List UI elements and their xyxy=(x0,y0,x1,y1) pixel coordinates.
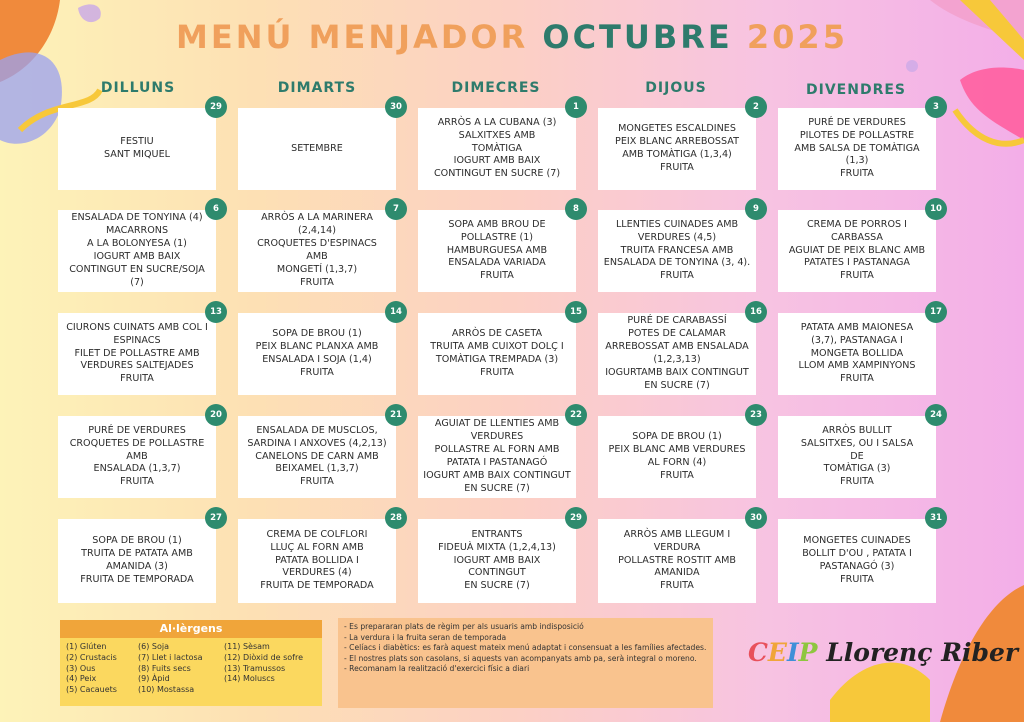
note-item: - Celíacs i diabètics: es farà aquest mateix menú adaptat i consensuat a les famílies afectades. xyxy=(344,643,707,653)
menu-line: IOGURT AMB BAIX xyxy=(453,155,541,167)
menu-day-cell xyxy=(778,210,936,292)
note-item: - Es prepararan plats de règim per als usuaris amb indisposició xyxy=(344,622,584,631)
allergens-col-2 xyxy=(138,642,203,696)
notes-box xyxy=(338,618,713,708)
menu-line: FRUITA xyxy=(840,270,874,282)
day-number-badge: 23 xyxy=(745,404,767,426)
menu-line: DE xyxy=(850,450,864,462)
menu-line: VERDURA xyxy=(653,541,701,553)
school-letter: n xyxy=(899,638,918,667)
menu-line: PURÉ DE CARABASSÍ xyxy=(627,315,727,327)
menu-line: FRUITA xyxy=(120,373,154,385)
menu-day-cell xyxy=(238,210,396,292)
allergen-item: (3) Ous xyxy=(66,663,96,673)
menu-line: SANT MIQUEL xyxy=(103,149,170,160)
day-number-badge: 28 xyxy=(385,507,407,529)
menu-day-cell xyxy=(58,313,216,395)
menu-line: (1,2,3,13) xyxy=(653,354,701,365)
day-number-badge: 27 xyxy=(205,507,227,529)
day-number-badge: 30 xyxy=(745,507,767,529)
menu-line: AMANIDA (3) xyxy=(106,561,168,572)
school-letter: r xyxy=(869,638,884,667)
day-number-badge: 30 xyxy=(385,96,407,118)
menu-line: POLLASTRE ROSTIT AMB xyxy=(618,554,736,566)
allergen-item: (4) Peix xyxy=(66,674,97,684)
menu-line: MACARRONS xyxy=(105,225,169,237)
menu-line: AMB TOMÀTIGA (1,3,4) xyxy=(622,149,732,160)
menu-line: MONGETES ESCALDINES xyxy=(618,123,736,135)
menu-day-cell xyxy=(418,108,576,190)
menu-line: CREMA DE COLFLORI xyxy=(266,528,368,540)
day-number-badge: 3 xyxy=(925,96,947,118)
allergen-item: (2) Crustacis xyxy=(66,652,117,662)
menu-line: CROQUETES D'ESPINACS xyxy=(257,238,377,250)
day-number-badge: 7 xyxy=(385,198,407,220)
menu-line: AMB xyxy=(126,450,148,462)
day-number-badge: 22 xyxy=(565,404,587,426)
day-header-thursday: DIJOUS xyxy=(645,80,707,96)
menu-line: IOGURT AMB BAIX xyxy=(453,554,541,566)
menu-line: AMB xyxy=(306,251,328,262)
day-number-badge: 20 xyxy=(205,404,227,426)
menu-line: PASTANAGÓ (3) xyxy=(819,561,895,572)
menu-day-cell xyxy=(598,210,756,292)
menu-line: FRUITA xyxy=(660,270,694,282)
menu-line: FIDEUÀ MIXTA (1,2,4,13) xyxy=(438,541,556,553)
menu-line: POLLASTRE AL FORN AMB xyxy=(434,444,560,456)
menu-line: SALSITXES, OU I SALSA xyxy=(800,437,914,449)
menu-line: TRUITA DE PATATA AMB xyxy=(81,548,193,560)
day-number-badge: 6 xyxy=(205,198,227,220)
menu-line: SOPA DE BROU (1) xyxy=(92,535,182,547)
menu-line: ARRÒS A LA CUBANA (3) xyxy=(437,116,557,128)
menu-day-cell xyxy=(58,416,216,498)
menu-line: MONGETÍ (1,3,7) xyxy=(276,263,358,275)
menu-line: BEIXAMEL (1,3,7) xyxy=(275,463,359,475)
menu-line: SETEMBRE xyxy=(291,142,343,154)
allergen-item: (13) Tramussos xyxy=(224,663,286,673)
allergen-item: (6) Soja xyxy=(138,642,169,651)
menu-line: (7) xyxy=(130,276,144,288)
day-number-badge: 14 xyxy=(385,301,407,323)
menu-day-cell xyxy=(778,416,936,498)
day-number-badge: 29 xyxy=(565,507,587,529)
school-letter: e xyxy=(988,638,1005,667)
school-letter: E xyxy=(767,638,787,667)
menu-day-cell xyxy=(238,313,396,395)
menu-line: CREMA DE PORROS I xyxy=(806,218,907,230)
allergen-item: (7) Llet i lactosa xyxy=(138,652,203,662)
school-letter: ç xyxy=(917,638,933,667)
school-letter: P xyxy=(798,638,818,667)
menu-line: POTES DE CALAMAR xyxy=(628,328,726,340)
menu-line: CONTINGUT xyxy=(468,567,526,579)
title-month: OCTUBRE xyxy=(542,18,733,56)
allergen-item: (9) Àpid xyxy=(138,674,170,684)
menu-day-cell xyxy=(418,210,576,292)
menu-line: CARBASSA xyxy=(831,231,883,243)
menu-line: ENSALADA DE MUSCLOS, xyxy=(256,424,378,436)
menu-line: FRUITA xyxy=(120,476,154,488)
school-letter: R xyxy=(941,638,962,667)
day-header-monday: DILLUNS xyxy=(100,80,176,96)
menu-line: TOMÀTIGA xyxy=(471,142,523,154)
menu-day-cell xyxy=(58,108,216,190)
menu-line: EN SUCRE (7) xyxy=(464,482,530,494)
menu-day-cell xyxy=(58,210,216,292)
allergen-item: (12) Diòxid de sofre xyxy=(224,652,304,662)
menu-line: SARDINA I ANXOVES (4,2,13) xyxy=(247,437,387,449)
menu-line: ENSALADA VARIADA xyxy=(448,257,546,269)
school-letter: b xyxy=(971,638,989,667)
menu-line: FILET DE POLLASTRE AMB xyxy=(74,347,200,359)
menu-line: SOPA DE BROU (1) xyxy=(632,431,722,443)
school-letter xyxy=(932,638,941,667)
allergen-item: (8) Fuits secs xyxy=(138,663,191,673)
menu-day-cell xyxy=(58,519,216,603)
menu-line: SALXITXES AMB xyxy=(458,129,536,141)
menu-line: CONTINGUT EN SUCRE/SOJA xyxy=(69,263,205,275)
menu-line: AMANIDA xyxy=(654,567,700,579)
note-item: - El nostres plats son casolans, si aquests van acompanyats amb pa, serà integral o moreno. xyxy=(344,653,697,663)
menu-line: A LA BOLONYESA (1) xyxy=(87,238,187,250)
menu-line: ESPINACS xyxy=(113,334,161,346)
allergens-title: Al·lèrgens xyxy=(60,620,322,638)
menu-line: FRUITA xyxy=(840,168,874,180)
day-number-badge: 15 xyxy=(565,301,587,323)
menu-line: FRUITA DE TEMPORADA xyxy=(260,580,374,592)
menu-line: FRUITA xyxy=(660,161,694,173)
menu-line: PATATA BOLLIDA I xyxy=(275,554,359,566)
day-number-badge: 24 xyxy=(925,404,947,426)
menu-line: FRUITA xyxy=(840,373,874,385)
menu-line: AGUIAT DE PEIX BLANC AMB xyxy=(788,244,926,256)
menu-line: ENSALADA DE TONYINA (4) xyxy=(71,212,203,224)
day-number-badge: 29 xyxy=(205,96,227,118)
menu-line: LLENTIES CUINADES AMB xyxy=(615,218,739,230)
menu-day-cell xyxy=(238,108,396,190)
menu-line: PEIX BLANC AMB VERDURES xyxy=(608,444,746,456)
menu-line: FRUITA xyxy=(480,270,514,282)
menu-line: LLOM AMB XAMPINYONS xyxy=(798,360,916,372)
menu-day-cell xyxy=(238,416,396,498)
menu-day-cell xyxy=(598,519,756,603)
menu-line: FRUITA xyxy=(660,580,694,592)
day-header-wednesday: DIMECRES xyxy=(451,80,541,96)
menu-line: PILOTES DE POLLASTRE xyxy=(799,129,915,141)
menu-line: FRUITA xyxy=(840,573,874,585)
menu-line: PURÉ DE VERDURES xyxy=(808,116,906,128)
allergens-col-3 xyxy=(224,642,303,685)
menu-line: TRUITA FRANCESA AMB xyxy=(620,244,734,256)
menu-line: CONTINGUT EN SUCRE (7) xyxy=(433,168,561,180)
menu-line: PEIX BLANC ARREBOSSAT xyxy=(615,136,739,148)
menu-line: EN SUCRE (7) xyxy=(644,379,710,391)
menu-line: IOGURT AMB BAIX xyxy=(93,251,181,262)
menu-line: AGUIAT DE LLENTIES AMB xyxy=(434,418,560,430)
school-letter: L xyxy=(826,638,844,667)
note-item: - Recomanam la realització d'exercici físic a diari xyxy=(344,664,530,674)
menu-line: EN SUCRE (7) xyxy=(464,580,530,592)
menu-line: FRUITA xyxy=(840,476,874,488)
menu-line: ARRÒS AMB LLEGUM I xyxy=(623,528,731,540)
menu-line: SOPA AMB BROU DE xyxy=(448,218,546,230)
menu-line: TOMÀTIGA TREMPADA (3) xyxy=(435,354,559,365)
allergen-item: (10) Mostassa xyxy=(138,685,195,695)
menu-day-cell xyxy=(778,519,936,603)
menu-line: FRUITA xyxy=(300,366,334,378)
menu-line: (1,3) xyxy=(845,155,869,167)
menu-line: AMB SALSA DE TOMÀTIGA xyxy=(794,142,920,154)
menu-line: FRUITA xyxy=(480,366,514,378)
menu-line: FRUITA xyxy=(660,469,694,481)
menu-line: PATATES I PASTANAGA xyxy=(804,257,910,269)
menu-day-cell xyxy=(238,519,396,603)
school-logo-text xyxy=(748,638,1018,667)
menu-line: BOLLIT D'OU , PATATA I xyxy=(802,548,912,560)
school-letter: o xyxy=(853,638,870,667)
allergen-item: (5) Cacauets xyxy=(66,685,117,695)
allergens-col-1 xyxy=(66,642,117,696)
note-item: - La verdura i la fruita seran de temporada xyxy=(344,632,507,642)
menu-line: VERDURES (4,5) xyxy=(637,231,717,243)
menu-line: FRUITA DE TEMPORADA xyxy=(80,573,194,585)
menu-line: TOMÀTIGA (3) xyxy=(823,463,891,475)
menu-line: PATATA I PASTANAGÓ xyxy=(446,457,548,468)
menu-day-cell xyxy=(778,313,936,395)
menu-day-cell xyxy=(598,416,756,498)
menu-line: SOPA DE BROU (1) xyxy=(272,328,362,340)
school-letter: i xyxy=(961,638,972,667)
menu-line: ENTRANTS xyxy=(471,528,523,540)
menu-line: LLUÇ AL FORN AMB xyxy=(270,541,364,553)
menu-day-cell xyxy=(418,416,576,498)
allergen-item: (14) Moluscs xyxy=(224,674,275,684)
school-letter: C xyxy=(748,638,768,667)
menu-line: ARRÒS BULLIT xyxy=(822,424,892,436)
menu-line: VERDURES xyxy=(470,431,524,443)
day-header-friday: DIVENDRES xyxy=(806,82,906,98)
menu-line: FRUITA xyxy=(300,276,334,288)
menu-line: ENSALADA (1,3,7) xyxy=(93,463,181,475)
day-number-badge: 13 xyxy=(205,301,227,323)
school-letter xyxy=(817,638,826,667)
menu-line: MONGETA BOLLIDA xyxy=(810,347,904,359)
menu-line: PATATA AMB MAIONESA xyxy=(800,321,914,333)
menu-line: ARREBOSSAT AMB ENSALADA xyxy=(605,341,749,353)
menu-line: VERDURES (4) xyxy=(282,567,352,579)
day-number-badge: 10 xyxy=(925,198,947,220)
day-number-badge: 2 xyxy=(745,96,767,118)
menu-line: (3,7), PASTANAGA I xyxy=(811,334,903,346)
menu-line: FRUITA xyxy=(300,476,334,488)
menu-line: AL FORN (4) xyxy=(647,457,707,468)
menu-line: CIURONS CUINATS AMB COL I xyxy=(66,321,208,333)
title-menu: MENÚ MENJADOR xyxy=(176,18,529,56)
menu-day-cell xyxy=(778,108,936,190)
day-number-badge: 1 xyxy=(565,96,587,118)
day-header-tuesday: DIMARTS xyxy=(277,80,357,96)
day-number-badge: 9 xyxy=(745,198,767,220)
menu-day-cell xyxy=(598,108,756,190)
menu-line: (2,4,14) xyxy=(297,225,336,237)
menu-line: PEIX BLANC PLANXA AMB xyxy=(255,341,379,353)
school-letter: r xyxy=(1004,638,1019,667)
menu-line: IOGURTAMB BAIX CONTINGUT xyxy=(605,366,749,378)
day-number-badge: 16 xyxy=(745,301,767,323)
menu-line: ARRÒS DE CASETA xyxy=(451,328,543,340)
menu-line: VERDURES SALTEJADES xyxy=(80,360,194,372)
allergen-item: (11) Sèsam xyxy=(224,642,270,651)
school-letter: e xyxy=(883,638,900,667)
menu-line: CANELONS DE CARN AMB xyxy=(255,450,379,462)
allergens-box xyxy=(60,620,322,706)
school-letter: l xyxy=(843,638,854,667)
menu-day-cell xyxy=(418,519,576,603)
menu-line: ENSALADA DE TONYINA (3, 4). xyxy=(603,257,751,269)
day-number-badge: 31 xyxy=(925,507,947,529)
title-year: 2025 xyxy=(746,18,848,56)
menu-line: MONGETES CUINADES xyxy=(803,535,911,547)
menu-line: CROQUETES DE POLLASTRE xyxy=(69,437,205,449)
menu-line: TRUITA AMB CUIXOT DOLÇ I xyxy=(430,341,564,353)
school-letter: I xyxy=(786,638,799,667)
menu-line: ENSALADA I SOJA (1,4) xyxy=(262,354,372,365)
menu-line: FESTIU xyxy=(120,136,154,148)
page-title xyxy=(0,18,1024,56)
menu-day-cell xyxy=(418,313,576,395)
day-number-badge: 8 xyxy=(565,198,587,220)
menu-line: PURÉ DE VERDURES xyxy=(88,424,186,436)
day-number-badge: 21 xyxy=(385,404,407,426)
menu-line: POLLASTRE (1) xyxy=(460,231,534,243)
menu-day-cell xyxy=(598,313,756,395)
menu-line: HAMBURGUESA AMB xyxy=(446,244,548,256)
day-number-badge: 17 xyxy=(925,301,947,323)
menu-line: ARRÒS A LA MARINERA xyxy=(261,212,373,224)
menu-line: IOGURT AMB BAIX CONTINGUT xyxy=(423,469,571,481)
allergen-item: (1) Glúten xyxy=(66,642,107,651)
